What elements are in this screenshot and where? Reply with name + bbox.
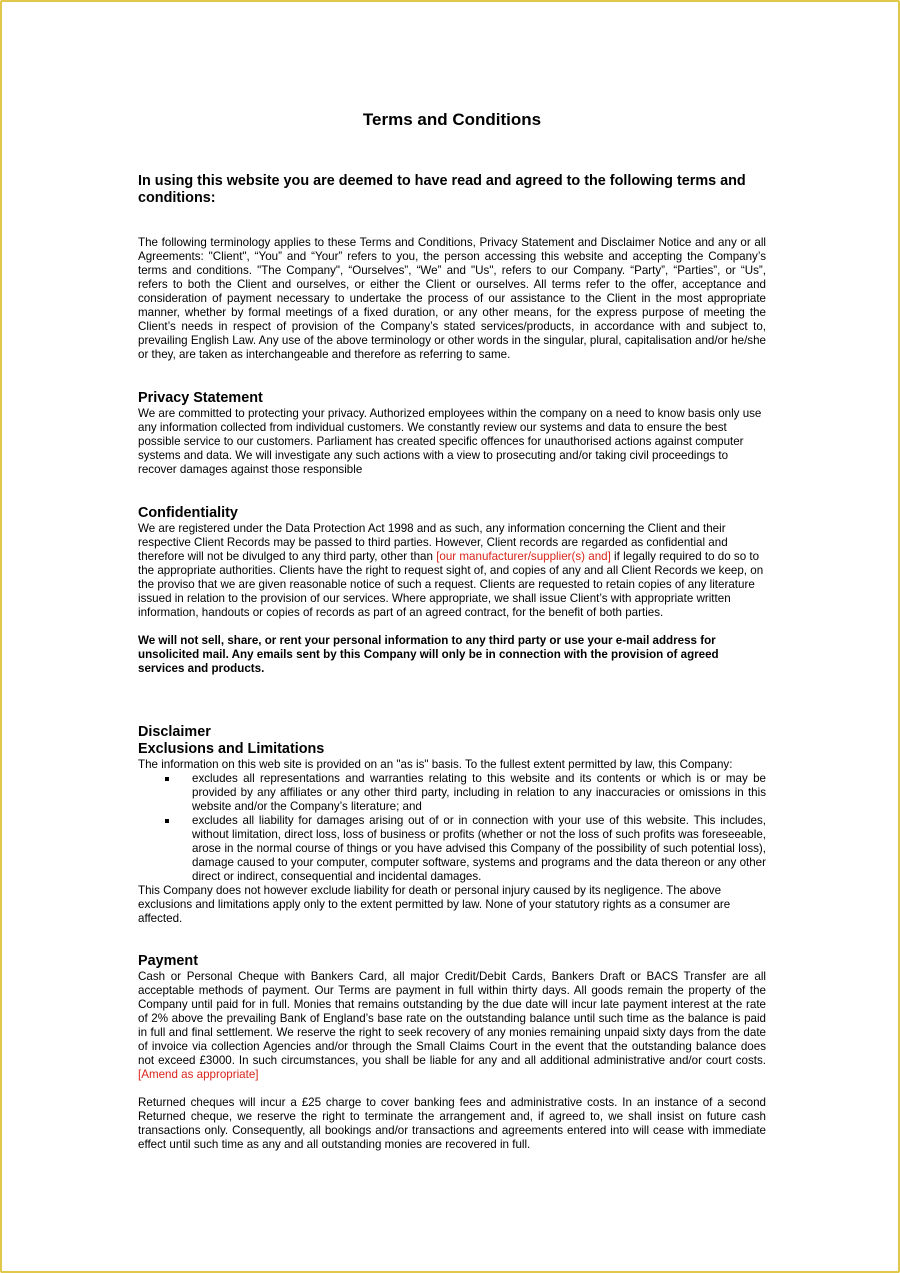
confidentiality-text-before: We are registered under the Data Protection Act 1998 and as such, any information concerning the Client and their respective Client Records may be passed to third parties. However, Client records are regarded as confidential and therefore will not be divulged to any third party, other than: [138, 522, 728, 563]
returned-cheques-paragraph: Returned cheques will incur a £25 charge to cover banking fees and administrative costs. In an instance of a second Returned cheque, we reserve the right to terminate the arrangement and, if agreed to, we shall insist on future cash transactions only. Consequently, all bookings and/or transactions and agreements entered into will cease with immediate effect until such time as any and all outstanding monies are recovered in full.: [138, 1096, 766, 1151]
payment-section: [138, 953, 766, 1152]
square-bullet-icon: [165, 777, 169, 781]
privacy-section: [138, 390, 766, 477]
disclaimer-intro: The information on this web site is provided on an "as is" basis. To the fullest extent permitted by law, this Company:: [138, 758, 733, 771]
payment-paragraph: [138, 970, 766, 1082]
confidentiality-section: [138, 505, 766, 676]
list-item-text: excludes all representations and warranties relating to this website and its contents or which is or may be provided by any affiliates or any other third party, including in relation to any inaccuracies or omissions in this website and/or the Company’s literature; and: [192, 772, 766, 813]
list-item: [138, 814, 766, 884]
intro-heading: In using this website you are deemed to have read and agreed to the following terms and conditions:: [138, 173, 746, 206]
confidentiality-text-after: if legally required to do so to the appropriate authorities. Clients have the right to request sight of, and copies of any and all Client Records we keep, on the proviso that we are given reasonable notice of such a request. Clients are requested to retain copies of any literature issued in relation to the provision of our services. Where appropriate, we shall issue Client’s with appropriate written information, handouts or copies of records as part of an agreed contract, for the benefit of both parties.: [138, 550, 764, 619]
payment-heading: Payment: [138, 953, 198, 969]
list-item: [138, 772, 766, 814]
disclaimer-closing: This Company does not however exclude liability for death or personal injury caused by its negligence. The above exclusions and limitations apply only to the extent permitted by law. None of your statutory rights as a consumer are affected.: [138, 884, 731, 925]
document-title: Terms and Conditions: [362, 110, 542, 129]
exclusions-heading: Exclusions and Limitations: [138, 741, 325, 757]
privacy-paragraph: We are committed to protecting your privacy. Authorized employees within the company on a need to know basis only use any information collected from individual customers. We constantly review our systems and data to ensure the best possible service to our customers. Parliament has created specific offences for unauthorised actions against computer systems and data. We will investigate any such actions with a view to prosecuting and/or taking civil proceedings to recover damages against those responsible: [138, 407, 762, 476]
amend-placeholder: [Amend as appropriate]: [138, 1068, 259, 1081]
no-sell-notice: We will not sell, share, or rent your personal information to any third party or use your e-mail address for unsolicited mail. Any emails sent by this Company will only be in connection with the provision of agreed services and products.: [138, 634, 719, 675]
square-bullet-icon: [165, 819, 169, 823]
list-item-text: excludes all liability for damages arising out of or in connection with your use of this website. This includes, without limitation, direct loss, loss of business or profits (whether or not the loss of such profits was foreseeable, arose in the normal course of things or you have advised this Company of the possibility of such potential loss), damage caused to your computer, computer software, systems and programs and the data thereon or any other direct or indirect, consequential and incidental damages.: [192, 814, 766, 883]
disclaimer-section: [138, 724, 766, 926]
exclusions-list: [138, 772, 766, 884]
payment-text: Cash or Personal Cheque with Bankers Card, all major Credit/Debit Cards, Bankers Draft or BACS Transfer are all acceptable methods of payment. Our Terms are payment in full within thirty days. All goods remain the property of the Company until paid for in full. Monies that remains outstanding by the due date will incur late payment interest at the rate of 2% above the prevailing Bank of England’s base rate on the outstanding balance until such time as the balance is paid in full and final settlement. We reserve the right to seek recovery of any monies remaining unpaid sixty days from the date of invoice via collection Agencies and/or through the Small Claims Court in the event that the outstanding balance does not exceed £3000. In such circumstances, you shall be liable for any and all additional administrative and/or court costs.: [138, 970, 766, 1067]
disclaimer-heading: Disclaimer: [138, 724, 211, 740]
privacy-heading: Privacy Statement: [138, 390, 263, 406]
terminology-paragraph: The following terminology applies to these Terms and Conditions, Privacy Statement and Disclaimer Notice and any or all Agreements: "Client", “You” and “Your” refers to you, the person accessing this website and accepting the Company’s terms and conditions. "The Company", “Ourselves”, “We” and "Us", refers to our Company. “Party”, “Parties”, or “Us”, refers to both the Client and ourselves, or either the Client or ourselves. All terms refer to the offer, acceptance and consideration of payment necessary to undertake the process of our assistance to the Client in the most appropriate manner, whether by formal meetings of a fixed duration, or any other means, for the express purpose of meeting the Client’s needs in respect of provision of the Company’s stated services/products, in accordance with and subject to, prevailing English Law. Any use of the above terminology or other words in the singular, plural, capitalisation and/or he/she or they, are taken as interchangeable and therefore as referring to same.: [138, 236, 766, 361]
confidentiality-paragraph: [138, 522, 766, 620]
terminology-section: [138, 236, 766, 362]
supplier-placeholder: [our manufacturer/supplier(s) and]: [436, 550, 611, 563]
confidentiality-heading: Confidentiality: [138, 505, 238, 521]
